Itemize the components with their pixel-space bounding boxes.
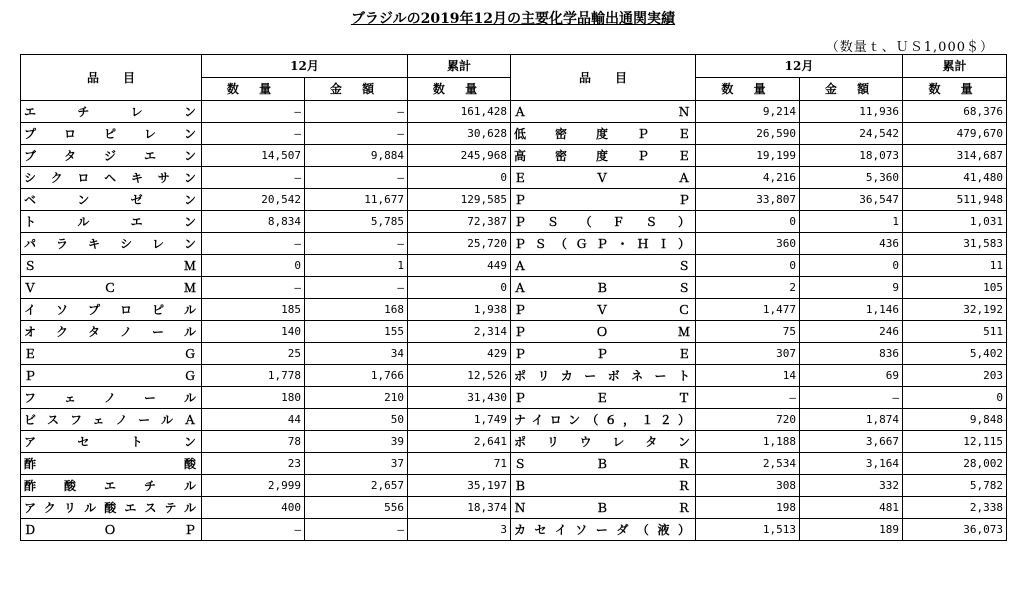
amount-cell: — (305, 101, 408, 123)
item-name-cell: 酢 酸 (21, 453, 202, 475)
item-name-cell: Ｐ Ｓ （ Ｆ Ｓ ） (511, 211, 696, 233)
cumulative-cell: 479,670 (903, 123, 1007, 145)
amount-cell: — (305, 519, 408, 541)
cumulative-cell: 41,480 (903, 167, 1007, 189)
cumulative-cell: 245,968 (408, 145, 511, 167)
amount-cell: 210 (305, 387, 408, 409)
item-name-cell: Ｓ Ｂ Ｒ (511, 453, 696, 475)
item-name-cell: Ｅ Ｖ Ａ (511, 167, 696, 189)
header-quantity-left: 数 量 (202, 78, 305, 101)
cumulative-cell: 129,585 (408, 189, 511, 211)
table-row (21, 233, 1007, 255)
cumulative-cell: 9,848 (903, 409, 1007, 431)
table-row (21, 299, 1007, 321)
amount-cell: 1 (800, 211, 903, 233)
amount-cell: — (305, 167, 408, 189)
table-row (21, 123, 1007, 145)
amount-cell: — (305, 233, 408, 255)
amount-cell: 36,547 (800, 189, 903, 211)
amount-cell: 168 (305, 299, 408, 321)
quantity-cell: 8,834 (202, 211, 305, 233)
cumulative-cell: 31,583 (903, 233, 1007, 255)
amount-cell: 11,936 (800, 101, 903, 123)
cumulative-cell: 71 (408, 453, 511, 475)
unit-note: （数量ｔ、ＵＳ1,000＄） (825, 40, 994, 55)
cumulative-cell: 35,197 (408, 475, 511, 497)
quantity-cell: 19,199 (696, 145, 800, 167)
cumulative-cell: 203 (903, 365, 1007, 387)
amount-cell: 1,766 (305, 365, 408, 387)
item-name-cell: Ｄ Ｏ Ｐ (21, 519, 202, 541)
quantity-cell: 2,534 (696, 453, 800, 475)
item-name-cell: ト ル エ ン (21, 211, 202, 233)
cumulative-cell: 1,031 (903, 211, 1007, 233)
amount-cell: 332 (800, 475, 903, 497)
cumulative-cell: 161,428 (408, 101, 511, 123)
amount-cell: — (305, 277, 408, 299)
quantity-cell: 185 (202, 299, 305, 321)
cumulative-cell: 72,387 (408, 211, 511, 233)
table-row (21, 519, 1007, 541)
cumulative-cell: 511 (903, 321, 1007, 343)
table-row (21, 277, 1007, 299)
quantity-cell: 14,507 (202, 145, 305, 167)
quantity-cell: — (202, 123, 305, 145)
table-body (21, 101, 1007, 541)
table-row (21, 189, 1007, 211)
table-row (21, 475, 1007, 497)
quantity-cell: 75 (696, 321, 800, 343)
cumulative-cell: 36,073 (903, 519, 1007, 541)
quantity-cell: 44 (202, 409, 305, 431)
amount-cell: 3,164 (800, 453, 903, 475)
amount-cell: 69 (800, 365, 903, 387)
amount-cell: 1,146 (800, 299, 903, 321)
amount-cell: 836 (800, 343, 903, 365)
quantity-cell: — (202, 233, 305, 255)
item-name-cell: 低 密 度 Ｐ Ｅ (511, 123, 696, 145)
item-name-cell: オ ク タ ノ ー ル (21, 321, 202, 343)
item-name-cell: カセイソーダ（液） (511, 519, 696, 541)
amount-cell: 50 (305, 409, 408, 431)
cumulative-cell: 511,948 (903, 189, 1007, 211)
header-amount-right: 金 額 (800, 78, 903, 101)
amount-cell: 246 (800, 321, 903, 343)
amount-cell: 37 (305, 453, 408, 475)
quantity-cell: 0 (202, 255, 305, 277)
item-name-cell: アクリル酸エステル (21, 497, 202, 519)
table-row (21, 387, 1007, 409)
cumulative-cell: 2,314 (408, 321, 511, 343)
quantity-cell: 140 (202, 321, 305, 343)
amount-cell: 9 (800, 277, 903, 299)
quantity-cell: 400 (202, 497, 305, 519)
quantity-cell: 2 (696, 277, 800, 299)
amount-cell: 436 (800, 233, 903, 255)
amount-cell: 481 (800, 497, 903, 519)
amount-cell: 3,667 (800, 431, 903, 453)
table-row (21, 343, 1007, 365)
cumulative-cell: 12,526 (408, 365, 511, 387)
item-name-cell: Ｐ Ｇ (21, 365, 202, 387)
item-name-cell: プ ロ ピ レ ン (21, 123, 202, 145)
quantity-cell: 198 (696, 497, 800, 519)
amount-cell: 5,785 (305, 211, 408, 233)
table-row (21, 321, 1007, 343)
item-name-cell: ブ タ ジ エ ン (21, 145, 202, 167)
item-name-cell: Ｐ Ｐ Ｅ (511, 343, 696, 365)
table-title: ブラジルの2019年12月の主要化学品輸出通関実績 (350, 11, 676, 27)
cumulative-cell: 429 (408, 343, 511, 365)
quantity-cell: 720 (696, 409, 800, 431)
amount-cell: 155 (305, 321, 408, 343)
quantity-cell: 180 (202, 387, 305, 409)
export-table (20, 54, 1007, 541)
item-name-cell: Ｐ Ｏ Ｍ (511, 321, 696, 343)
quantity-cell: 1,188 (696, 431, 800, 453)
table-row (21, 365, 1007, 387)
item-name-cell: 高 密 度 Ｐ Ｅ (511, 145, 696, 167)
cumulative-cell: 3 (408, 519, 511, 541)
quantity-cell: 360 (696, 233, 800, 255)
quantity-cell: 9,214 (696, 101, 800, 123)
cumulative-cell: 68,376 (903, 101, 1007, 123)
cumulative-cell: 5,402 (903, 343, 1007, 365)
table-row (21, 431, 1007, 453)
amount-cell: 1 (305, 255, 408, 277)
quantity-cell: 1,477 (696, 299, 800, 321)
cumulative-cell: 28,002 (903, 453, 1007, 475)
cumulative-cell: 2,641 (408, 431, 511, 453)
table-row (21, 497, 1007, 519)
table-row (21, 101, 1007, 123)
item-name-cell: Ｅ Ｇ (21, 343, 202, 365)
amount-cell: 5,360 (800, 167, 903, 189)
header-amount-left: 金 額 (305, 78, 408, 101)
cumulative-cell: 1,749 (408, 409, 511, 431)
item-name-cell: Ｐ Ｐ (511, 189, 696, 211)
cumulative-cell: 18,374 (408, 497, 511, 519)
cumulative-cell: 11 (903, 255, 1007, 277)
cumulative-cell: 0 (408, 167, 511, 189)
amount-cell: 11,677 (305, 189, 408, 211)
item-name-cell: Ｖ Ｃ Ｍ (21, 277, 202, 299)
cumulative-cell: 449 (408, 255, 511, 277)
quantity-cell: 20,542 (202, 189, 305, 211)
item-name-cell: ベ ン ゼ ン (21, 189, 202, 211)
cumulative-cell: 105 (903, 277, 1007, 299)
quantity-cell: 0 (696, 211, 800, 233)
item-name-cell: フ ェ ノ ー ル (21, 387, 202, 409)
item-name-cell: パ ラ キ シ レ ン (21, 233, 202, 255)
table-row (21, 145, 1007, 167)
amount-cell: 9,884 (305, 145, 408, 167)
quantity-cell: 26,590 (696, 123, 800, 145)
header-quantity-right: 数 量 (696, 78, 800, 101)
table-row (21, 409, 1007, 431)
amount-cell: 34 (305, 343, 408, 365)
table-row (21, 255, 1007, 277)
amount-cell: 39 (305, 431, 408, 453)
quantity-cell: — (202, 277, 305, 299)
table-row (21, 211, 1007, 233)
cumulative-cell: 31,430 (408, 387, 511, 409)
item-name-cell: Ａ Ｎ (511, 101, 696, 123)
header-item-left: 品 目 (21, 55, 202, 101)
item-name-cell: エ チ レ ン (21, 101, 202, 123)
item-name-cell: ア セ ト ン (21, 431, 202, 453)
quantity-cell: 25 (202, 343, 305, 365)
header-month-right: 12月 (696, 55, 903, 78)
amount-cell: 189 (800, 519, 903, 541)
amount-cell: 0 (800, 255, 903, 277)
item-name-cell: イ ソ プ ロ ピ ル (21, 299, 202, 321)
quantity-cell: 4,216 (696, 167, 800, 189)
cumulative-cell: 25,720 (408, 233, 511, 255)
item-name-cell: Ｐ Ｖ Ｃ (511, 299, 696, 321)
quantity-cell: — (202, 519, 305, 541)
quantity-cell: 308 (696, 475, 800, 497)
cumulative-cell: 1,938 (408, 299, 511, 321)
quantity-cell: 14 (696, 365, 800, 387)
table-row (21, 453, 1007, 475)
cumulative-cell: 2,338 (903, 497, 1007, 519)
cumulative-cell: 0 (408, 277, 511, 299)
item-name-cell: Ｎ Ｂ Ｒ (511, 497, 696, 519)
quantity-cell: 307 (696, 343, 800, 365)
header-item-right: 品 目 (511, 55, 696, 101)
cumulative-cell: 30,628 (408, 123, 511, 145)
header-cumulative-right: 累計 (903, 55, 1007, 78)
item-name-cell: Ａ Ｂ Ｓ (511, 277, 696, 299)
item-name-cell: ＰＳ（ＧＰ・ＨＩ） (511, 233, 696, 255)
item-name-cell: Ｓ Ｍ (21, 255, 202, 277)
amount-cell: 24,542 (800, 123, 903, 145)
item-name-cell: Ａ Ｓ (511, 255, 696, 277)
amount-cell: 556 (305, 497, 408, 519)
quantity-cell: 33,807 (696, 189, 800, 211)
item-name-cell: Ｂ Ｒ (511, 475, 696, 497)
item-name-cell: ナイロン（６，１２） (511, 409, 696, 431)
table-row (21, 167, 1007, 189)
cumulative-cell: 32,192 (903, 299, 1007, 321)
quantity-cell: — (202, 167, 305, 189)
quantity-cell: — (202, 101, 305, 123)
header-cumulative-left: 累計 (408, 55, 511, 78)
quantity-cell: 23 (202, 453, 305, 475)
cumulative-cell: 0 (903, 387, 1007, 409)
quantity-cell: 78 (202, 431, 305, 453)
item-name-cell: ポリカーボネート (511, 365, 696, 387)
quantity-cell: 1,513 (696, 519, 800, 541)
quantity-cell: — (696, 387, 800, 409)
amount-cell: — (305, 123, 408, 145)
amount-cell: 2,657 (305, 475, 408, 497)
amount-cell: 1,874 (800, 409, 903, 431)
amount-cell: 18,073 (800, 145, 903, 167)
item-name-cell: Ｐ Ｅ Ｔ (511, 387, 696, 409)
cumulative-cell: 5,782 (903, 475, 1007, 497)
header-cum-quantity-left: 数 量 (408, 78, 511, 101)
header-cum-quantity-right: 数 量 (903, 78, 1007, 101)
quantity-cell: 1,778 (202, 365, 305, 387)
quantity-cell: 0 (696, 255, 800, 277)
cumulative-cell: 12,115 (903, 431, 1007, 453)
header-month-left: 12月 (202, 55, 408, 78)
item-name-cell: ポ リ ウ レ タ ン (511, 431, 696, 453)
item-name-cell: シクロヘキサン (21, 167, 202, 189)
cumulative-cell: 314,687 (903, 145, 1007, 167)
item-name-cell: ビスフェノールＡ (21, 409, 202, 431)
amount-cell: — (800, 387, 903, 409)
quantity-cell: 2,999 (202, 475, 305, 497)
item-name-cell: 酢 酸 エ チ ル (21, 475, 202, 497)
